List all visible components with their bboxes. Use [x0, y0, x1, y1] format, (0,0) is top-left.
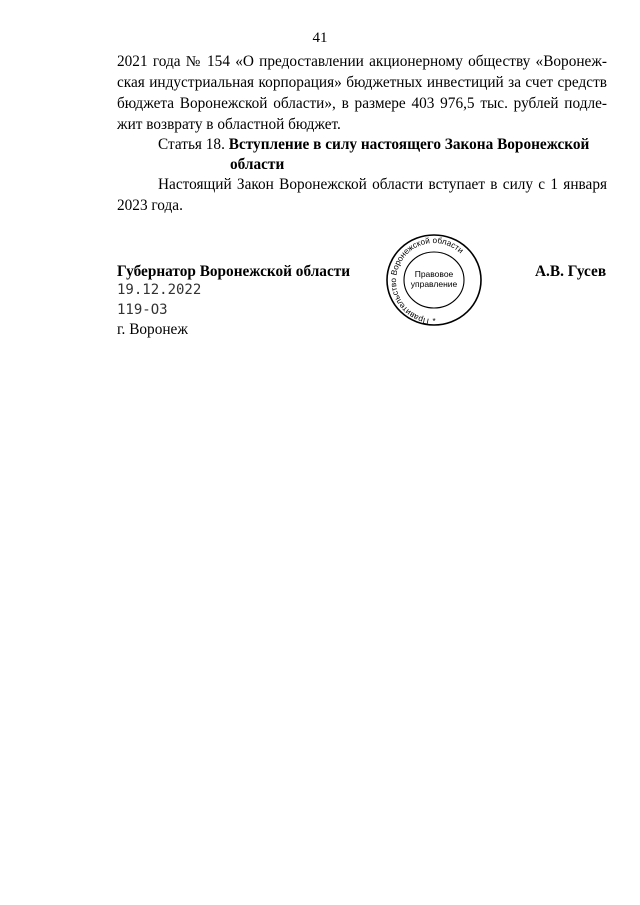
paragraph-line: жит возврату в областной бюджет. [117, 116, 341, 133]
seal-inner-line-1: Правовое [414, 269, 454, 279]
paragraph-line: бюджета Воронежской области», в размере 403 976,5 тыс. рублей подле- [117, 95, 607, 112]
paragraph-line: 2021 года № 154 «О предоставлении акционерному обществу «Воронеж- [117, 53, 607, 70]
law-number: 119-ОЗ [117, 302, 168, 318]
paragraph-line: 2023 года. [117, 197, 183, 214]
paragraph-line: Настоящий Закон Воронежской области вступает в силу с 1 января [158, 176, 607, 193]
city: г. Воронеж [117, 321, 188, 338]
law-date: 19.12.2022 [117, 282, 202, 298]
page-number: 41 [312, 30, 328, 46]
official-seal [383, 232, 485, 328]
article-number: Статья 18. [158, 136, 225, 153]
seal-inner-line-2: управление [410, 279, 458, 289]
paragraph-entry-into-force [117, 174, 607, 216]
seal-star-mark: * [432, 317, 436, 326]
article-title-continuation: области [230, 156, 285, 173]
paragraph-repayment [117, 51, 607, 135]
signatory-name: А.В. Гусев [535, 263, 607, 280]
article-title: Вступление в силу настоящего Закона Воронежской [228, 136, 590, 153]
paragraph-line: ская индустриальная корпорация» бюджетных инвестиций за счет средств [117, 74, 607, 91]
signatory-position: Губернатор Воронежской области [117, 263, 351, 280]
seal-outer-text: Правительство Воронежской области [388, 235, 466, 326]
article-heading [158, 135, 589, 155]
